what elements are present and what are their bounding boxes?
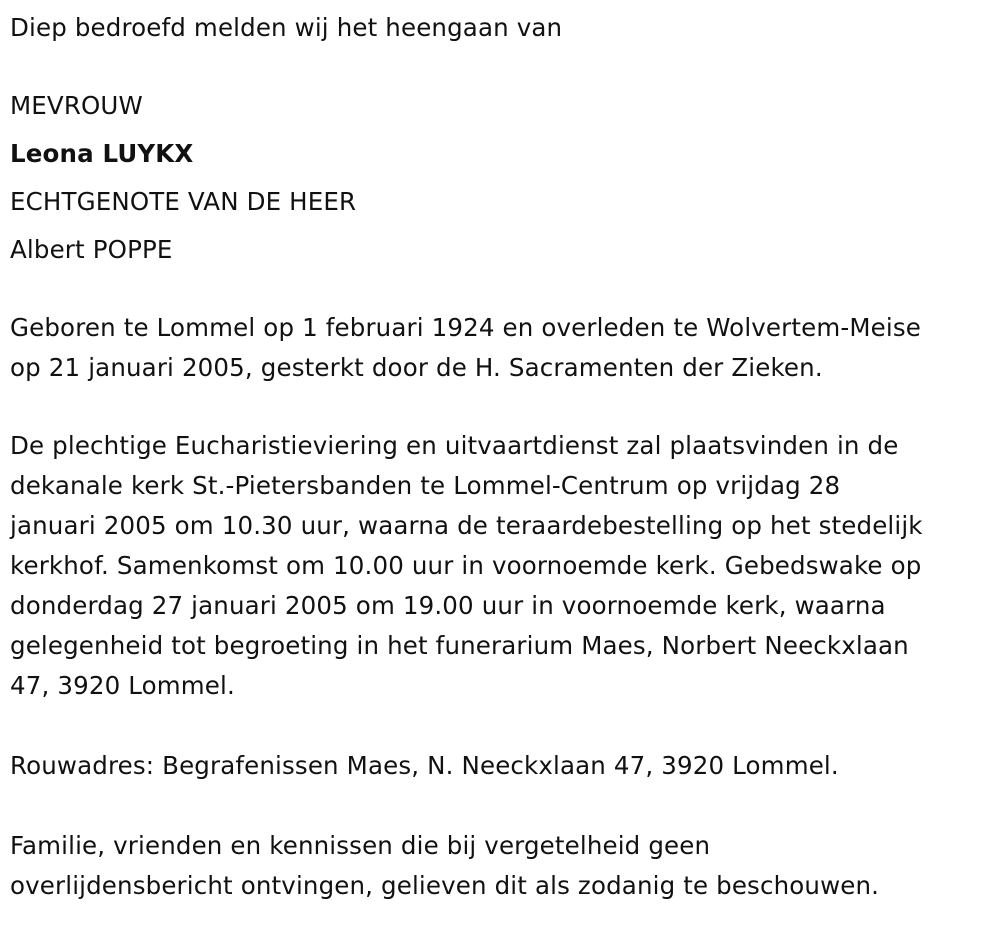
paragraph-line: Familie, vrienden en kennissen die bij vergetelheid geen [10, 831, 711, 860]
spacer [10, 706, 990, 746]
paragraph-line: gelegenheid tot begroeting in het funerarium Maes, Norbert Neeckxlaan [10, 631, 909, 660]
paragraph-line: donderdag 27 januari 2005 om 19.00 uur in voornoemde kerk, waarna [10, 591, 886, 620]
paragraph-line: 47, 3920 Lommel. [10, 671, 235, 700]
paragraph-line: op 21 januari 2005, gesterkt door de H. Sacramenten der Zieken. [10, 353, 823, 382]
paragraph-line: De plechtige Eucharistieviering en uitvaartdienst zal plaatsvinden in de [10, 431, 899, 460]
spacer [10, 274, 990, 308]
relation-line: ECHTGENOTE VAN DE HEER [10, 187, 357, 216]
closing-paragraph [10, 826, 990, 906]
name-block [10, 82, 990, 274]
paragraph-line: overlijdensbericht ontvingen, gelieven dit als zodanig te beschouwen. [10, 871, 880, 900]
intro-text: Diep bedroefd melden wij het heengaan van [10, 13, 563, 42]
deceased-name: Leona LUYKX [10, 139, 194, 168]
paragraph-line: januari 2005 om 10.30 uur, waarna de teraardebestelling op het stedelijk [10, 511, 923, 540]
mourning-address: Rouwadres: Begrafenissen Maes, N. Neeckxlaan 47, 3920 Lommel. [10, 751, 839, 780]
spacer [10, 786, 990, 826]
spouse-name: Albert POPPE [10, 235, 173, 264]
paragraph-line: Geboren te Lommel op 1 februari 1924 en overleden te Wolvertem-Meise [10, 313, 921, 342]
birth-death-paragraph [10, 308, 990, 388]
title-line: MEVROUW [10, 91, 143, 120]
spacer [10, 388, 990, 426]
spacer [10, 48, 990, 82]
ceremony-paragraph [10, 426, 990, 706]
paragraph-line: kerkhof. Samenkomst om 10.00 uur in voornoemde kerk. Gebedswake op [10, 551, 922, 580]
paragraph-line: dekanale kerk St.-Pietersbanden te Lommel-Centrum op vrijdag 28 [10, 471, 841, 500]
